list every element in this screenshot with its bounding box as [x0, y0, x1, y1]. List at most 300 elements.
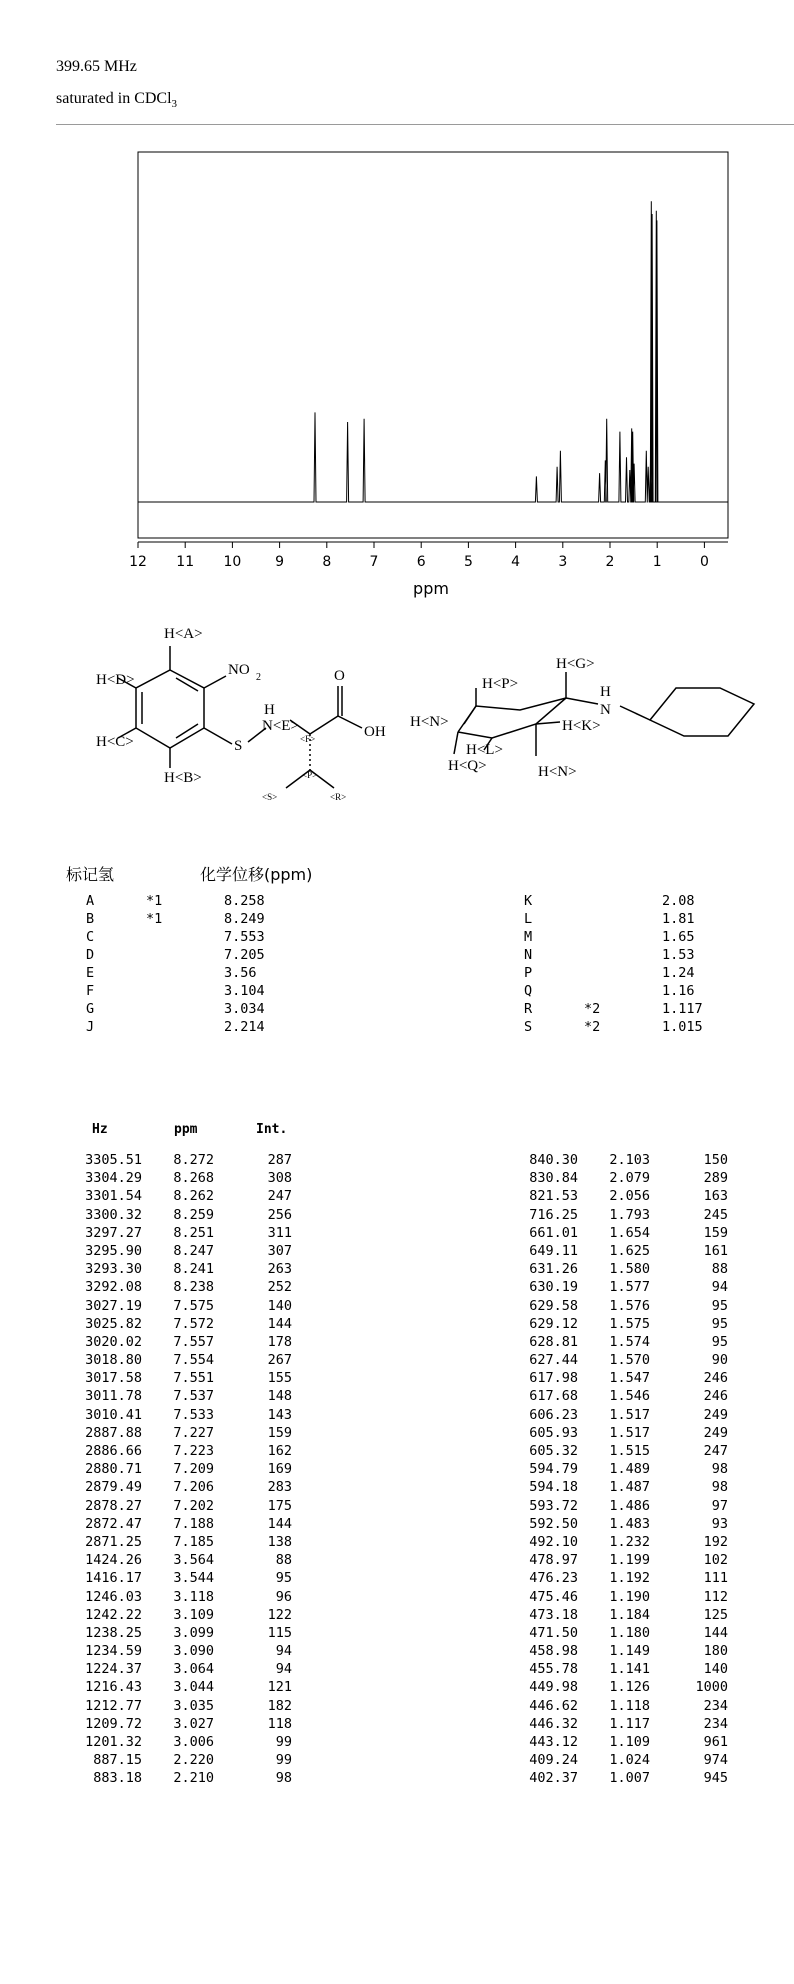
peak-hz: 3293.30 — [85, 1261, 142, 1278]
peak-hz: 3020.02 — [85, 1333, 142, 1350]
peak-hz: 661.01 — [529, 1224, 578, 1241]
peak-ppm: 1.517 — [609, 1406, 650, 1423]
peak-int: 94 — [275, 1643, 292, 1660]
peak-int: 90 — [711, 1352, 728, 1369]
peak-row — [64, 1461, 304, 1479]
peak-row — [64, 1334, 304, 1352]
peak-row — [500, 1334, 740, 1352]
peak-header-1: ppm — [174, 1122, 198, 1137]
peak-int: 144 — [267, 1515, 292, 1532]
assignment-row — [524, 910, 724, 928]
peak-int: 256 — [267, 1206, 292, 1223]
peak-ppm: 1.141 — [609, 1661, 650, 1678]
peak-int: 98 — [275, 1770, 292, 1787]
peak-ppm: 7.533 — [173, 1406, 214, 1423]
peak-int: 180 — [703, 1643, 728, 1660]
peak-ppm: 8.272 — [173, 1152, 214, 1168]
peak-int: 95 — [275, 1570, 292, 1587]
peak-hz: 629.58 — [529, 1297, 578, 1314]
peak-int: 98 — [711, 1479, 728, 1496]
peak-hz: 631.26 — [529, 1261, 578, 1278]
label-no: NO — [228, 662, 250, 678]
assignment-shift: 3.56 — [224, 965, 257, 981]
peak-row — [64, 1698, 304, 1716]
x-tick-label-5: 5 — [463, 554, 473, 570]
peak-int: 96 — [275, 1588, 292, 1605]
peak-row — [500, 1661, 740, 1679]
label-no-sub: 2 — [256, 672, 261, 683]
assignment-header-label: 标记氢 — [66, 865, 115, 884]
peak-hz: 605.93 — [529, 1424, 578, 1441]
peak-hz: 593.72 — [529, 1497, 578, 1514]
peak-row — [64, 1443, 304, 1461]
peak-row — [500, 1716, 740, 1734]
peak-int: 161 — [703, 1242, 728, 1259]
nmr-spectrum — [0, 0, 794, 600]
peak-ppm: 1.793 — [609, 1206, 650, 1223]
peak-row — [500, 1625, 740, 1643]
peak-int: 163 — [703, 1188, 728, 1205]
peak-int: 945 — [703, 1770, 728, 1787]
x-tick-label-3: 3 — [558, 554, 568, 570]
label-f: <F> — [300, 734, 316, 744]
peak-table-header — [64, 1122, 304, 1140]
peak-int: 159 — [703, 1224, 728, 1241]
peak-int: 234 — [703, 1715, 728, 1732]
peak-hz: 446.62 — [529, 1697, 578, 1714]
peak-int: 144 — [267, 1315, 292, 1332]
peak-int: 95 — [711, 1297, 728, 1314]
peak-ppm: 8.238 — [173, 1279, 214, 1296]
peak-int: 93 — [711, 1515, 728, 1532]
peak-int: 99 — [275, 1734, 292, 1750]
peak-hz: 1234.59 — [85, 1643, 142, 1660]
label-hq: H<Q> — [448, 758, 487, 774]
peak-hz: 478.97 — [529, 1552, 578, 1569]
peak-ppm: 7.572 — [173, 1315, 214, 1332]
peak-hz: 458.98 — [529, 1643, 578, 1660]
assignment-label: Q — [524, 983, 533, 999]
peak-hz: 2878.27 — [85, 1497, 142, 1514]
peak-ppm: 1.575 — [609, 1315, 650, 1332]
peak-int: 148 — [267, 1388, 292, 1405]
peak-ppm: 1.109 — [609, 1734, 650, 1750]
peak-int: 143 — [267, 1406, 292, 1423]
peak-ppm: 1.570 — [609, 1352, 650, 1369]
peak-row — [64, 1516, 304, 1534]
assignment-shift: 2.214 — [224, 1019, 265, 1035]
label-hc: H<C> — [96, 734, 134, 750]
label-nh-h: H — [600, 684, 611, 700]
peak-row — [64, 1225, 304, 1243]
peak-int: 112 — [703, 1588, 728, 1605]
peak-hz: 840.30 — [529, 1152, 578, 1168]
peak-hz: 821.53 — [529, 1188, 578, 1205]
peak-hz: 1216.43 — [85, 1679, 142, 1696]
assignment-left — [86, 892, 346, 1036]
peak-row — [500, 1243, 740, 1261]
peak-ppm: 1.580 — [609, 1261, 650, 1278]
assignment-label: P — [524, 965, 533, 981]
peak-ppm: 3.044 — [173, 1679, 214, 1696]
peak-int: 247 — [703, 1443, 728, 1459]
peak-header-0: Hz — [92, 1122, 108, 1137]
solvent-subscript: 3 — [171, 98, 178, 111]
assignment-note: *2 — [584, 1019, 601, 1035]
x-tick-label-4: 4 — [511, 554, 521, 570]
peak-hz: 1416.17 — [85, 1570, 142, 1587]
peak-table-spacer — [500, 1122, 740, 1140]
assignment-row — [86, 946, 346, 964]
peak-int: 308 — [267, 1170, 292, 1187]
assignment-row — [86, 964, 346, 982]
peak-row — [64, 1425, 304, 1443]
peak-row — [64, 1498, 304, 1516]
peak-table-left — [64, 1122, 304, 1789]
x-axis-ticks — [129, 542, 709, 570]
assignment-right — [524, 892, 724, 1036]
peak-ppm: 7.223 — [173, 1443, 214, 1459]
peak-hz: 1238.25 — [85, 1624, 142, 1641]
peak-row — [500, 1407, 740, 1425]
peak-ppm: 1.024 — [609, 1752, 650, 1769]
peak-row — [500, 1552, 740, 1570]
peak-row — [64, 1370, 304, 1388]
label-hn-bottom: H<N> — [538, 764, 577, 780]
peak-hz: 3300.32 — [85, 1206, 142, 1223]
assignment-shift: 1.117 — [662, 1001, 703, 1017]
peak-int: 95 — [711, 1333, 728, 1350]
peak-ppm: 1.232 — [609, 1533, 650, 1550]
peak-int: 247 — [267, 1188, 292, 1205]
peak-hz: 1424.26 — [85, 1552, 142, 1569]
peak-hz: 3304.29 — [85, 1170, 142, 1187]
peak-row — [64, 1552, 304, 1570]
peak-hz: 617.98 — [529, 1370, 578, 1387]
peak-int: 252 — [267, 1279, 292, 1296]
peak-row — [64, 1625, 304, 1643]
label-hg: H<G> — [556, 656, 595, 672]
peak-ppm: 7.185 — [173, 1533, 214, 1550]
peak-ppm: 3.027 — [173, 1715, 214, 1732]
peak-hz: 3017.58 — [85, 1370, 142, 1387]
assignment-row — [86, 892, 346, 910]
x-axis-label: ppm — [413, 579, 449, 598]
label-ha: H<A> — [164, 626, 203, 642]
x-tick-label-2: 2 — [605, 554, 615, 570]
peak-int: 88 — [275, 1552, 292, 1569]
x-tick-label-10: 10 — [223, 554, 242, 570]
peak-row — [500, 1370, 740, 1388]
peak-hz: 617.68 — [529, 1388, 578, 1405]
peak-int: 289 — [703, 1170, 728, 1187]
peak-ppm: 1.486 — [609, 1497, 650, 1514]
peak-row — [500, 1770, 740, 1788]
label-h: H — [264, 702, 275, 718]
label-hk: H<K> — [562, 718, 601, 734]
peak-row — [500, 1388, 740, 1406]
structure-right — [0, 620, 794, 820]
peak-hz: 3011.78 — [85, 1388, 142, 1405]
assignment-shift: 8.249 — [224, 911, 265, 927]
x-tick-label-7: 7 — [369, 554, 379, 570]
peak-hz: 476.23 — [529, 1570, 578, 1587]
peak-hz: 605.32 — [529, 1443, 578, 1459]
solvent-text: saturated in CDCl — [56, 90, 172, 107]
peak-int: 192 — [703, 1533, 728, 1550]
peak-hz: 446.32 — [529, 1715, 578, 1732]
assignment-row — [86, 1000, 346, 1018]
assignment-note: *2 — [584, 1001, 601, 1017]
peak-int: 169 — [267, 1461, 292, 1478]
assignment-shift: 1.015 — [662, 1019, 703, 1035]
peak-hz: 449.98 — [529, 1679, 578, 1696]
assignment-label: F — [86, 983, 95, 999]
assignment-label: G — [86, 1001, 95, 1017]
peak-ppm: 3.090 — [173, 1643, 214, 1660]
peak-hz: 492.10 — [529, 1533, 578, 1550]
peak-int: 138 — [267, 1533, 292, 1550]
peak-hz: 606.23 — [529, 1406, 578, 1423]
assignment-row — [524, 982, 724, 1000]
peak-hz: 1201.32 — [85, 1734, 142, 1750]
peak-ppm: 3.099 — [173, 1624, 214, 1641]
peak-int: 1000 — [695, 1679, 728, 1696]
peak-hz: 629.12 — [529, 1315, 578, 1332]
peak-hz: 3018.80 — [85, 1352, 142, 1369]
peak-ppm: 8.262 — [173, 1188, 214, 1205]
peak-int: 140 — [703, 1661, 728, 1678]
peak-row — [500, 1443, 740, 1461]
peak-ppm: 1.180 — [609, 1624, 650, 1641]
peak-row — [500, 1261, 740, 1279]
label-s: S — [234, 738, 243, 754]
peak-row — [500, 1679, 740, 1697]
peak-int: 246 — [703, 1370, 728, 1387]
peak-row — [64, 1352, 304, 1370]
peak-int: 267 — [267, 1352, 292, 1369]
peak-ppm: 1.546 — [609, 1388, 650, 1405]
assignment-shift: 3.034 — [224, 1001, 265, 1017]
peak-int: 263 — [267, 1261, 292, 1278]
assignment-label: D — [86, 947, 95, 963]
peak-row — [500, 1352, 740, 1370]
peak-ppm: 8.268 — [173, 1170, 214, 1187]
peak-ppm: 1.118 — [609, 1697, 650, 1714]
peak-int: 155 — [267, 1370, 292, 1387]
peak-row — [64, 1752, 304, 1770]
peak-row — [500, 1279, 740, 1297]
peak-ppm: 7.557 — [173, 1333, 214, 1350]
peak-hz: 1209.72 — [85, 1715, 142, 1732]
peak-row — [64, 1570, 304, 1588]
assignment-row — [524, 892, 724, 910]
peak-hz: 592.50 — [529, 1515, 578, 1532]
peak-row — [64, 1607, 304, 1625]
peak-int: 287 — [267, 1152, 292, 1168]
peak-hz: 2887.88 — [85, 1424, 142, 1441]
peak-int: 307 — [267, 1242, 292, 1259]
peak-int: 144 — [703, 1624, 728, 1641]
peak-row — [64, 1243, 304, 1261]
peak-int: 88 — [711, 1261, 728, 1278]
peak-hz: 883.18 — [93, 1770, 142, 1787]
peak-hz: 473.18 — [529, 1606, 578, 1623]
peak-int: 97 — [711, 1497, 728, 1514]
assignment-shift: 1.53 — [662, 947, 695, 963]
peak-ppm: 1.190 — [609, 1588, 650, 1605]
peak-int: 249 — [703, 1406, 728, 1423]
assignment-label: S — [524, 1019, 533, 1035]
peak-int: 125 — [703, 1606, 728, 1623]
assignment-label: B — [86, 911, 95, 927]
assignment-shift: 1.81 — [662, 911, 695, 927]
label-o: O — [334, 668, 345, 684]
peak-ppm: 7.209 — [173, 1461, 214, 1478]
label-hb: H<B> — [164, 770, 202, 786]
peak-hz: 3305.51 — [85, 1152, 142, 1168]
peak-row — [500, 1298, 740, 1316]
peak-ppm: 1.625 — [609, 1242, 650, 1259]
peak-row — [64, 1770, 304, 1788]
peak-row — [64, 1388, 304, 1406]
assignment-row — [524, 1000, 724, 1018]
assignment-row — [524, 964, 724, 982]
plot-frame — [138, 152, 728, 538]
peak-ppm: 3.564 — [173, 1552, 214, 1569]
peak-hz: 3301.54 — [85, 1188, 142, 1205]
assignment-shift: 1.24 — [662, 965, 695, 981]
assignment-shift: 3.104 — [224, 983, 265, 999]
peak-hz: 443.12 — [529, 1734, 578, 1750]
assignment-label: R — [524, 1001, 533, 1017]
peak-row — [500, 1316, 740, 1334]
peak-ppm: 1.547 — [609, 1370, 650, 1387]
peak-int: 118 — [267, 1715, 292, 1732]
peak-int: 140 — [267, 1297, 292, 1314]
x-tick-label-6: 6 — [416, 554, 426, 570]
peak-ppm: 1.577 — [609, 1279, 650, 1296]
peak-ppm: 2.103 — [609, 1152, 650, 1168]
peak-ppm: 7.554 — [173, 1352, 214, 1369]
peak-ppm: 3.118 — [173, 1588, 214, 1605]
peak-row — [64, 1679, 304, 1697]
peak-row — [500, 1607, 740, 1625]
assignment-row — [524, 1018, 724, 1036]
peak-int: 111 — [703, 1570, 728, 1587]
peak-row — [64, 1534, 304, 1552]
peak-int: 178 — [267, 1333, 292, 1350]
peak-ppm: 1.199 — [609, 1552, 650, 1569]
assignment-row — [86, 928, 346, 946]
peak-row — [500, 1516, 740, 1534]
assignment-label: A — [86, 893, 95, 909]
assignment-shift: 7.553 — [224, 929, 265, 945]
peak-row — [500, 1752, 740, 1770]
peak-row — [500, 1479, 740, 1497]
assignment-shift: 2.08 — [662, 893, 695, 909]
peak-row — [64, 1152, 304, 1170]
peak-hz: 594.79 — [529, 1461, 578, 1478]
label-hl: H<L> — [466, 742, 503, 758]
peak-hz: 3297.27 — [85, 1224, 142, 1241]
peak-ppm: 1.483 — [609, 1515, 650, 1532]
label-hp: H<P> — [482, 676, 519, 692]
peak-hz: 3027.19 — [85, 1297, 142, 1314]
peak-ppm: 1.149 — [609, 1643, 650, 1660]
assignment-shift: 1.16 — [662, 983, 695, 999]
peak-hz: 2872.47 — [85, 1515, 142, 1532]
peak-ppm: 1.576 — [609, 1297, 650, 1314]
peak-ppm: 1.574 — [609, 1333, 650, 1350]
x-tick-label-8: 8 — [322, 554, 332, 570]
peak-ppm: 1.515 — [609, 1443, 650, 1459]
x-tick-label-0: 0 — [699, 554, 709, 570]
peak-row — [500, 1152, 740, 1170]
assignment-row — [524, 928, 724, 946]
assignment-shift: 1.65 — [662, 929, 695, 945]
peak-int: 121 — [267, 1679, 292, 1696]
peak-hz: 475.46 — [529, 1588, 578, 1605]
label-r-methyl: <R> — [330, 792, 347, 802]
peak-int: 98 — [711, 1461, 728, 1478]
peak-ppm: 3.006 — [173, 1734, 214, 1750]
x-tick-label-11: 11 — [176, 554, 195, 570]
label-ne: N<E> — [262, 718, 299, 734]
peak-hz: 471.50 — [529, 1624, 578, 1641]
peak-row — [64, 1261, 304, 1279]
peak-ppm: 1.126 — [609, 1679, 650, 1696]
peak-row — [500, 1498, 740, 1516]
peak-hz: 3010.41 — [85, 1406, 142, 1423]
assignment-label: L — [524, 911, 533, 927]
peak-hz: 2879.49 — [85, 1479, 142, 1496]
peak-row — [64, 1316, 304, 1334]
peak-row — [500, 1461, 740, 1479]
label-hd: H<D> — [96, 672, 135, 688]
peak-ppm: 1.489 — [609, 1461, 650, 1478]
peak-row — [500, 1207, 740, 1225]
peak-hz: 628.81 — [529, 1333, 578, 1350]
peak-row — [64, 1479, 304, 1497]
label-p: <P> — [302, 770, 318, 780]
peak-int: 162 — [267, 1443, 292, 1459]
peak-ppm: 2.210 — [173, 1770, 214, 1787]
peak-hz: 1212.77 — [85, 1697, 142, 1714]
assignment-note: *1 — [146, 893, 163, 909]
peak-hz: 402.37 — [529, 1770, 578, 1787]
peak-header-2: Int. — [256, 1122, 288, 1137]
peak-int: 95 — [711, 1315, 728, 1332]
peak-ppm: 3.544 — [173, 1570, 214, 1587]
label-hn-left: H<N> — [410, 714, 449, 730]
x-tick-label-1: 1 — [652, 554, 662, 570]
assignment-row — [86, 1018, 346, 1036]
peak-hz: 455.78 — [529, 1661, 578, 1678]
peak-int: 102 — [703, 1552, 728, 1569]
peak-int: 122 — [267, 1606, 292, 1623]
peak-row — [64, 1188, 304, 1206]
peak-ppm: 2.220 — [173, 1752, 214, 1769]
peak-ppm: 7.551 — [173, 1370, 214, 1387]
assignment-label: E — [86, 965, 95, 981]
peak-ppm: 8.259 — [173, 1206, 214, 1223]
peak-ppm: 1.184 — [609, 1606, 650, 1623]
peak-int: 246 — [703, 1388, 728, 1405]
assignment-row — [86, 910, 346, 928]
peak-ppm: 2.056 — [609, 1188, 650, 1205]
peak-hz: 409.24 — [529, 1752, 578, 1769]
